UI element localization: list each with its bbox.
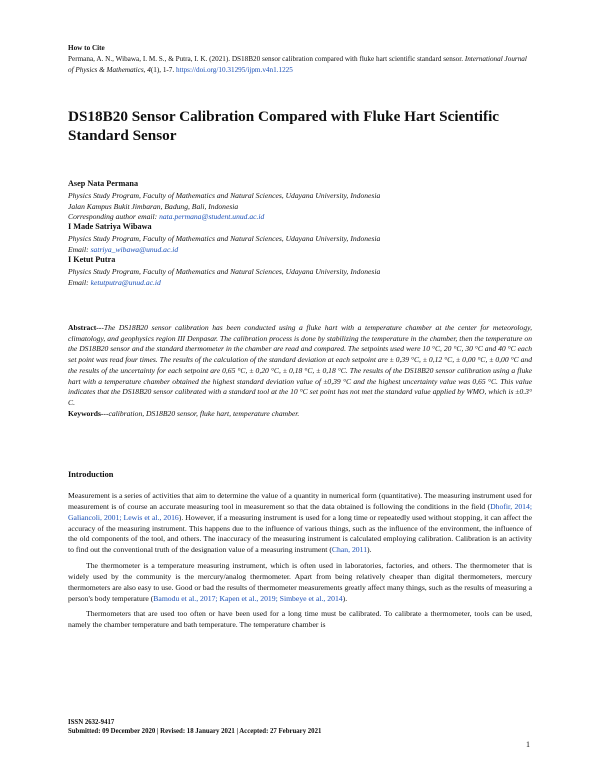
author-name: I Ketut Putra [68,255,116,264]
page-number: 1 [526,740,530,749]
introduction-body [68,491,532,631]
author-email-link[interactable]: satriya_wibawa@unud.ac.id [90,244,179,254]
paragraph-text: ). However, if a measuring instrument is used for a long time or repeatedly used without stopping, it can affect the accuracy of the measuring instrument. This happens due to the influence of various things, such as the influence of the environment, the influence of the old components of the tool, and others. The inaccuracy of the measuring instrument is calculated employing calibration. Calibration is an activity to find out the conventional truth of the designation value of a measuring instrument ( [68,512,532,555]
paragraph-2 [68,561,532,604]
doi-link[interactable]: https://doi.org/10.31295/ijpm.v4n1.1225 [176,65,293,74]
citation [68,54,532,75]
submission-dates: Submitted: 09 December 2020 | Revised: 18 January 2021 | Accepted: 27 February 2021 [68,728,322,736]
abstract [68,323,532,419]
email-label: Email: [68,244,89,254]
author-name: Asep Nata Permana [68,179,139,188]
footer [68,718,532,737]
author-affiliation: Physics Study Program, Faculty of Mathematics and Natural Sciences, Udayana University, Indonesia [68,191,381,200]
paper-title: DS18B20 Sensor Calibration Compared with Fluke Hart Scientific Standard Sensor [68,108,500,144]
keywords-label: Keywords--- [68,408,109,418]
citation-journal: International Journal of Physics & Mathematics, 4 [68,55,527,74]
author-address: Jalan Kampus Bukit Jimbaran, Badung, Bali, Indonesia [68,201,239,211]
paragraph-text: Measurement is a series of activities that aim to determine the value of a quantity in numerical form (quantitative). The measuring instrument used for measurement is of course an accurate measuring tool in measurement so that the data obtained is following the conditions in the field ( [68,491,532,511]
reference-link[interactable]: Dhofir, 2014; Galiancoli, 2001; Lewis et al., 2016 [68,501,532,522]
reference-link[interactable]: Chan, 2011 [331,545,368,555]
paragraph-3: Thermometers that are used too often or have been used for a long time must be calibrated. To calibrate a thermometer, tools can be used, namely the chamber temperature and bath temperature. The temperature chamber is [68,609,532,630]
abstract-text: The DS18B20 sensor calibration has been conducted using a fluke hart with a temperature chamber at the center for meteorology, climatology, and geophysics region III Denpasar. The calibration process is done by stabilizing the temperature in the chamber, then the temperature on the DS18B20 sensor and the standard thermometer in the chamber are read and compared. The setpoints used were 10 °C, 20 °C, 30 °C and 40 °C each set point was read four times. The results of the calculation of the standard deviation at each setpoint are ± 0,39 °C, ± 0,12 °C, ± 0,00 °C, ± 0,00 °C and the results of the uncertainty for each setpoint are 0,65 °C, ± 0,20 °C, ± 0,18 °C, ± 0,18 °C. The results of the DS18B20 sensor calibration using a fluke hart with a temperature chamber obtained the highest standard deviation value of ±0,39 °C and the highest uncertainty value was 0,65 °C. This value indicates that the DS18B20 sensor calibrated with a standard tool at the 10 °C set point has not met the standard value applied by WMO, which is ±0.3° C. [68,323,532,407]
author-email-link[interactable]: ketutputra@unud.ac.id [90,277,161,287]
author-block-2 [68,222,532,255]
paragraph-text: The thermometer is a temperature measuring instrument, which is often used in laboratories, factories, and others. The thermometer that is widely used by the community is the mercury/analog thermometer. Apart from being relatively cheaper than digital thermometers, mercury thermometers are also easy to use. Good or bad the results of thermometer measurements greatly affect many things, such as the results of measuring a person's body temperature ( [68,561,532,603]
keywords-text: calibration, DS18B20 sensor, fluke hart, temperature chamber. [108,408,300,418]
paragraph-text: ). [342,593,348,603]
citation-text: Permana, A. N., Wibawa, I. M. S., & Putra, I. K. (2021). DS18B20 sensor calibration compared with fluke hart scientific standard sensor. [68,55,464,63]
author-affiliation: Physics Study Program, Faculty of Mathematics and Natural Sciences, Udayana University, Indonesia [68,234,381,243]
section-heading-introduction: Introduction [68,470,114,479]
paragraph-text: ). [367,545,372,555]
author-name: I Made Satriya Wibawa [68,222,152,231]
abstract-label: Abstract--- [68,323,104,332]
how-to-cite-heading: How to Cite [68,44,105,52]
issn: ISSN 2632-9417 [68,719,115,726]
author-affiliation: Physics Study Program, Faculty of Mathematics and Natural Sciences, Udayana University, Indonesia [68,267,381,276]
paragraph-1 [68,491,532,556]
email-label: Corresponding author email: [68,212,158,222]
email-label: Email: [68,277,89,287]
author-block-3 [68,255,532,288]
reference-link[interactable]: Bamodu et al., 2017; Kapen et al., 2019; Simbeye et al., 2014 [153,593,343,603]
author-block-1 [68,179,532,223]
citation-issue: (1), 1-7. [150,65,175,74]
author-email-link[interactable]: nata.permana@student.unud.ac.id [159,212,265,222]
